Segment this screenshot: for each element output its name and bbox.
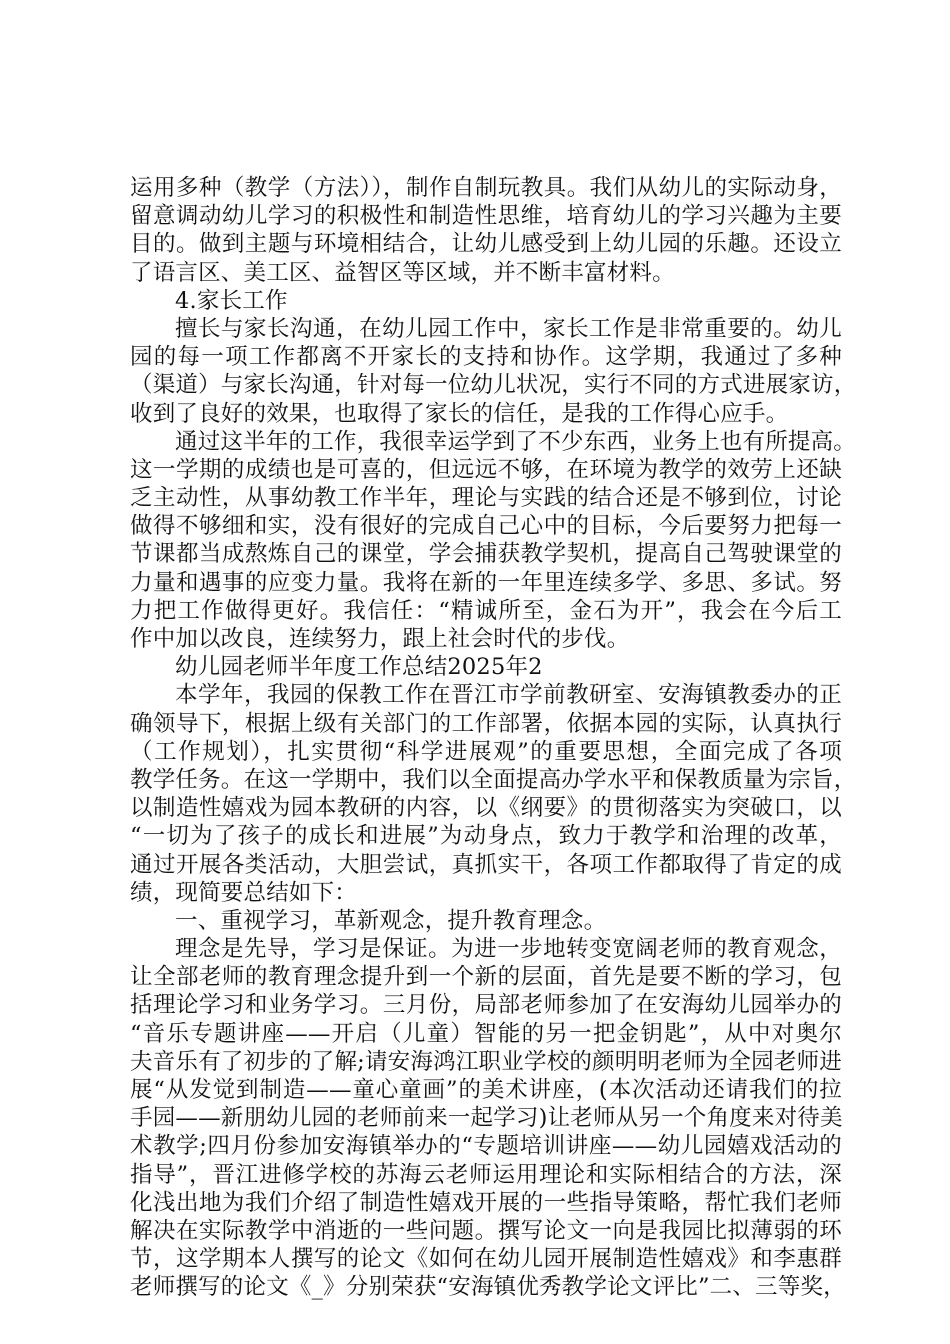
text-line: 让全部老师的教育理念提升到一个新的层面，首先是要不断的学习，包 xyxy=(130,964,842,991)
text-line: 园的每一项工作都离不开家长的支持和协作。这学期，我通过了多种 xyxy=(130,344,842,371)
text-line: 术教学;四月份参加安海镇举办的“专题培训讲座——幼儿园嬉戏活动的 xyxy=(130,1133,842,1160)
text-line: 括理论学习和业务学习。三月份，局部老师参加了在安海幼儿园举办的 xyxy=(130,992,842,1019)
text-line: 夫音乐有了初步的了解;请安海鸿江职业学校的颜明明老师为全园老师进 xyxy=(130,1048,842,1075)
text-line: 通过开展各类活动，大胆尝试，真抓实干，各项工作都取得了肯定的成 xyxy=(130,851,842,878)
text-line: 作中加以改良，连续努力，跟上社会时代的步伐。 xyxy=(130,626,630,652)
text-line: 擅长与家长沟通，在幼儿园工作中，家长工作是非常重要的。幼儿 xyxy=(175,315,842,342)
text-line: 了语言区、美工区、益智区等区域，并不断丰富材料。 xyxy=(130,259,675,286)
text-line: 这一学期的成绩也是可喜的，但远远不够，在环境为教学的效劳上还缺 xyxy=(130,456,842,483)
text-line: 节，这学期本人撰写的论文《如何在幼儿园开展制造性嬉戏》和李惠群 xyxy=(130,1246,842,1273)
text-line: 手园——新朋幼儿园的老师前来一起学习)让老师从另一个角度来对待美 xyxy=(130,1105,843,1132)
section-heading: 一、重视学习，革新观念，提升教育理念。 xyxy=(175,907,607,934)
text-line: 乏主动性，从事幼教工作半年，理论与实践的结合还是不够到位，讨论 xyxy=(130,485,842,512)
text-line: 通过这半年的工作，我很幸运学到了不少东西，业务上也有所提高。 xyxy=(175,428,857,455)
text-line: 力把工作做得更好。我信任：“精诚所至，金石为开”，我会在今后工 xyxy=(130,597,842,624)
text-line: 留意调动幼儿学习的积极性和制造性思维，培育幼儿的学习兴趣为主要 xyxy=(130,203,842,230)
text-line: 目的。做到主题与环境相结合，让幼儿感受到上幼儿园的乐趣。还设立 xyxy=(130,231,842,258)
text-line: 力量和遇事的应变力量。我将在新的一年里连续多学、多思、多试。努 xyxy=(130,569,842,596)
text-line: 做得不够细和实，没有很好的完成自己心中的目标，今后要努力把每一 xyxy=(130,513,842,540)
text-line: 老师撰写的论文《_》分别荣获“安海镇优秀教学论文评比”二、三等奖， xyxy=(130,1274,846,1301)
section-heading: 4.家长工作 xyxy=(175,287,288,314)
text-line: 收到了良好的效果，也取得了家长的信任，是我的工作得心应手。 xyxy=(130,400,789,427)
text-line: 指导”，晋江进修学校的苏海云老师运用理论和实际相结合的方法，深 xyxy=(130,1161,842,1188)
text-line: 理念是先导，学习是保证。为进一步地转变宽阔老师的教育观念， xyxy=(175,936,842,963)
text-line: 展“从发觉到制造——童心童画”的美术讲座，(本次活动还请我们的拉 xyxy=(130,1077,842,1103)
text-line: 以制造性嬉戏为园本教研的内容，以《纲要》的贯彻落实为突破口，以 xyxy=(130,795,842,822)
text-line: （工作规划），扎实贯彻“科学进展观”的重要思想，全面完成了各项 xyxy=(130,738,842,765)
text-line: 绩，现简要总结如下： xyxy=(130,879,358,906)
text-line: 本学年，我园的保教工作在晋江市学前教研室、安海镇教委办的正 xyxy=(175,682,842,709)
text-line: “音乐专题讲座——开启（儿童）智能的另一把金钥匙”，从中对奥尔 xyxy=(130,1020,842,1047)
text-line: 解决在实际教学中消逝的一些问题。撰写论文一向是我园比拟薄弱的环 xyxy=(130,1217,842,1244)
text-line: 确领导下，根据上级有关部门的工作部署，依据本园的实际，认真执行 xyxy=(130,710,842,737)
text-line: 化浅出地为我们介绍了制造性嬉戏开展的一些指导策略，帮忙我们老师 xyxy=(130,1189,842,1216)
document-body xyxy=(130,174,857,1302)
text-line: 运用多种（教学（方法）），制作自制玩教具。我们从幼儿的实际动身， xyxy=(130,175,842,201)
section-title: 幼儿园老师半年度工作总结2025年2 xyxy=(175,654,543,681)
text-line: “一切为了孩子的成长和进展”为动身点，致力于教学和治理的改革， xyxy=(130,823,842,850)
text-line: 教学任务。在这一学期中，我们以全面提高办学水平和保教质量为宗旨， xyxy=(130,766,857,793)
text-line: 节课都当成熬炼自己的课堂，学会捕获教学契机，提高自己驾驶课堂的 xyxy=(130,541,842,568)
text-line: （渠道）与家长沟通，针对每一位幼儿状况，实行不同的方式进展家访， xyxy=(130,372,857,399)
